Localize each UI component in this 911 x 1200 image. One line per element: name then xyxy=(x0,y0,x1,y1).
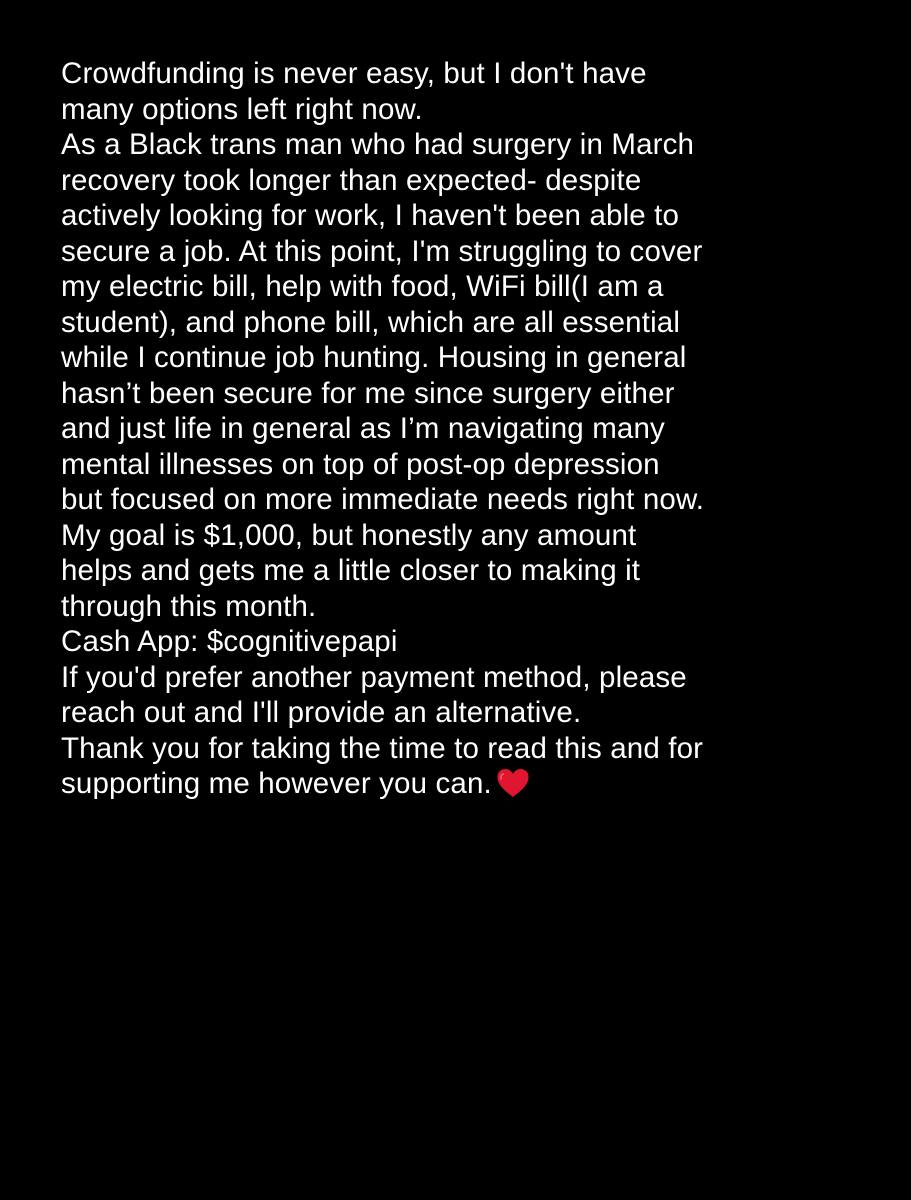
note-line: and just life in general as I’m navigating many xyxy=(61,412,665,445)
note-last-line xyxy=(61,766,891,802)
cash-app-line: Cash App: $cognitivepapi xyxy=(61,625,398,658)
note-line: through this month. xyxy=(61,589,317,623)
note-line: actively looking for work, I haven't been able to xyxy=(61,199,680,232)
note-line: student), and phone bill, which are all essential xyxy=(61,305,681,339)
note-line: while I continue job hunting. Housing in general xyxy=(61,341,687,374)
note-text xyxy=(61,56,891,802)
note-line: As a Black trans man who had surgery in March xyxy=(61,128,695,161)
note-line: hasn’t been secure for me since surgery either xyxy=(61,376,675,410)
note-line: Crowdfunding is never easy, but I don't have xyxy=(61,57,647,90)
note-line: my electric bill, help with food, WiFi bill(I am a xyxy=(61,270,664,303)
note-line: but focused on more immediate needs right now. xyxy=(61,483,705,516)
note-line: many options left right now. xyxy=(61,92,423,126)
note-line: If you'd prefer another payment method, please xyxy=(61,660,687,694)
note-line: helps and gets me a little closer to making it xyxy=(61,554,641,587)
note-line: mental illnesses on top of post-op depression xyxy=(61,447,660,481)
note-line: My goal is $1,000, but honestly any amount xyxy=(61,518,637,552)
note-line: recovery took longer than expected- despite xyxy=(61,163,642,197)
note-line: secure a job. At this point, I'm struggling to cover xyxy=(61,234,703,268)
note-line: Thank you for taking the time to read this and for xyxy=(61,731,704,765)
note-line: reach out and I'll provide an alternative. xyxy=(61,696,582,729)
note-line-text: supporting me however you can. xyxy=(61,767,492,800)
red-heart-icon xyxy=(496,768,530,798)
